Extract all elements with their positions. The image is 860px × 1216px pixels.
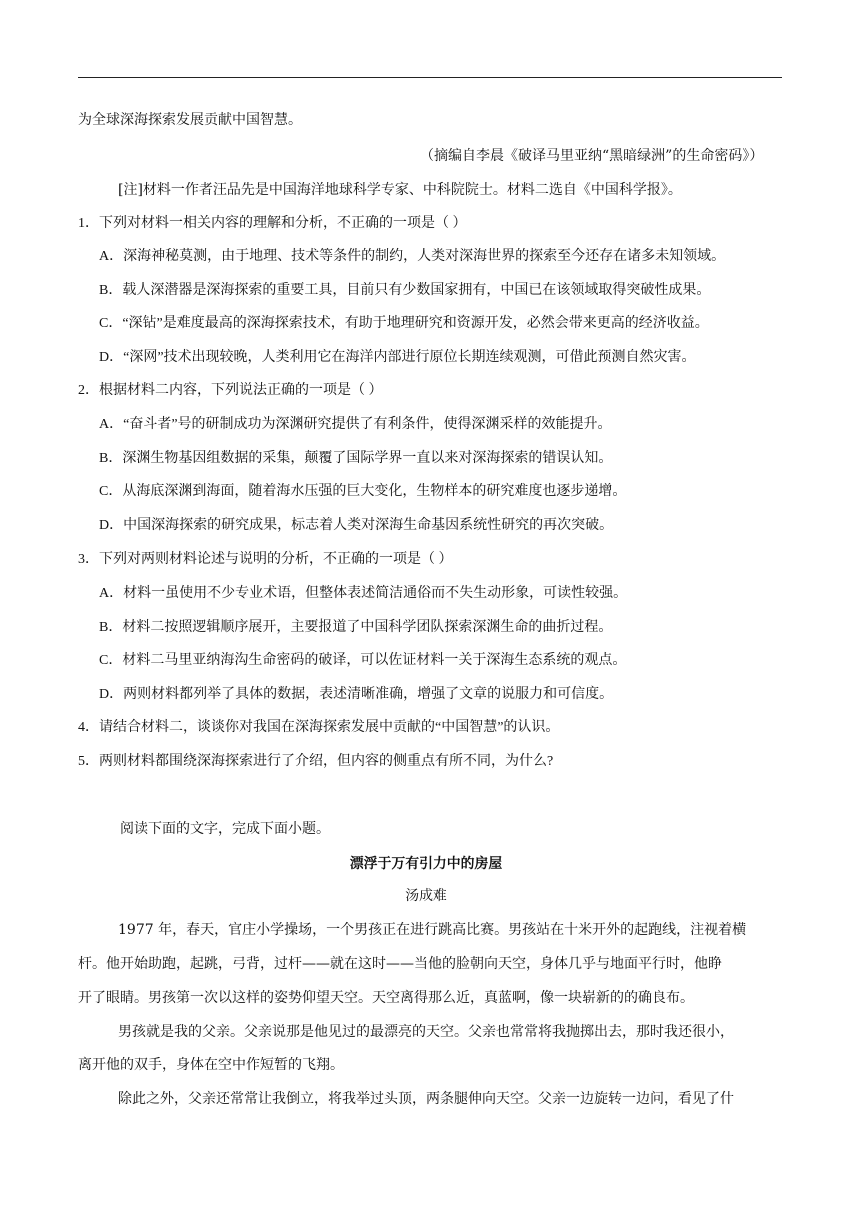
question-3-option-d: D．两则材料都列举了具体的数据，表述清晰准确，增强了文章的说服力和可信度。 — [99, 687, 614, 702]
question-2-option-d: D．中国深海探索的研究成果，标志着人类对深海生命基因系统性研究的再次突破。 — [99, 518, 614, 533]
paragraph-2-line: 男孩就是我的父亲。父亲说那是他见过的最漂亮的天空。父亲也常常将我抛掷出去，那时我还很小， — [118, 1024, 734, 1040]
question-3-option-c: C．材料二马里亚纳海沟生命密码的破译，可以佐证材料一关于深海生态系统的观点。 — [99, 653, 627, 668]
question-2-option-b: B．深渊生物基因组数据的采集，颠覆了国际学界一直以来对深海探索的错误认知。 — [99, 451, 613, 466]
question-1-option-c: C．“深钻”是难度最高的深海探索技术，有助于地理研究和资源开发，必然会带来更高的经济收益。 — [99, 316, 709, 331]
question-2-stem: 2．根据材料二内容，下列说法正确的一项是（ ） — [78, 383, 383, 398]
question-2-option-a: A．“奋斗者”号的研制成功为深渊研究提供了有利条件，使得深渊采样的效能提升。 — [99, 417, 612, 432]
header-rule — [78, 77, 782, 78]
paragraph-2-line: 离开他的双手，身体在空中作短暂的飞翔。 — [78, 1057, 344, 1073]
question-3-stem: 3．下列对两则材料论述与说明的分析，不正确的一项是（ ） — [78, 552, 453, 567]
paragraph-3-line: 除此之外，父亲还常常让我倒立，将我举过头顶，两条腿伸向天空。父亲一边旋转一边问，看见了什 — [118, 1091, 734, 1107]
question-1-option-a: A．深海神秘莫测，由于地理、技术等条件的制约，人类对深海世界的探索至今还存在诸多未知领域。 — [99, 249, 726, 264]
question-1-option-b: B．载人深潜器是深海探索的重要工具，目前只有少数国家拥有，中国已在该领域取得突破性成果。 — [99, 283, 711, 298]
question-5-stem: 5．两则材料都围绕深海探索进行了介绍，但内容的侧重点有所不同，为什么? — [78, 754, 554, 769]
question-1-stem: 1．下列对材料一相关内容的理解和分析，不正确的一项是（ ） — [78, 216, 467, 231]
question-3-option-a: A．材料一虽使用不少专业术语，但整体表述简洁通俗而不失生动形象，可读性较强。 — [99, 586, 628, 601]
source-citation: （摘编自李晨《破译马里亚纳“黑暗绿洲”的生命密码》） — [420, 148, 764, 164]
passage-title: 漂浮于万有引力中的房屋 — [349, 856, 503, 872]
text-line: 为全球深海探索发展贡献中国智慧。 — [78, 112, 302, 128]
annotation-note: [注]材料一作者汪品先是中国海洋地球科学专家、中科院院士。材料二选自《中国科学报》。 — [118, 182, 682, 198]
reading-intro: 阅读下面的文字，完成下面小题。 — [120, 822, 330, 837]
paragraph-1-line: 1977 年，春天，官庄小学操场，一个男孩正在进行跳高比赛。男孩站在十米开外的起跑线，注视着横 — [118, 922, 747, 938]
question-4-stem: 4．请结合材料二，谈谈你对我国在深海探索发展中贡献的“中国智慧”的认识。 — [78, 720, 560, 735]
paragraph-1-line: 开了眼睛。男孩第一次以这样的姿势仰望天空。天空离得那么近，真蓝啊，像一块崭新的的确良布。 — [78, 990, 694, 1006]
passage-author: 汤成难 — [405, 888, 447, 904]
question-2-option-c: C．从海底深渊到海面，随着海水压强的巨大变化，生物样本的研究难度也逐步递增。 — [99, 484, 627, 499]
question-1-option-d: D．“深网”技术出现较晚，人类利用它在海洋内部进行原位长期连续观测，可借此预测自然灾害。 — [99, 350, 696, 365]
paragraph-1-line: 杆。他开始助跑，起跳，弓背，过杆——就在这时——当他的脸朝向天空，身体几乎与地面平行时，他睁 — [78, 956, 722, 972]
question-3-option-b: B．材料二按照逻辑顺序展开，主要报道了中国科学团队探索深渊生命的曲折过程。 — [99, 620, 613, 635]
